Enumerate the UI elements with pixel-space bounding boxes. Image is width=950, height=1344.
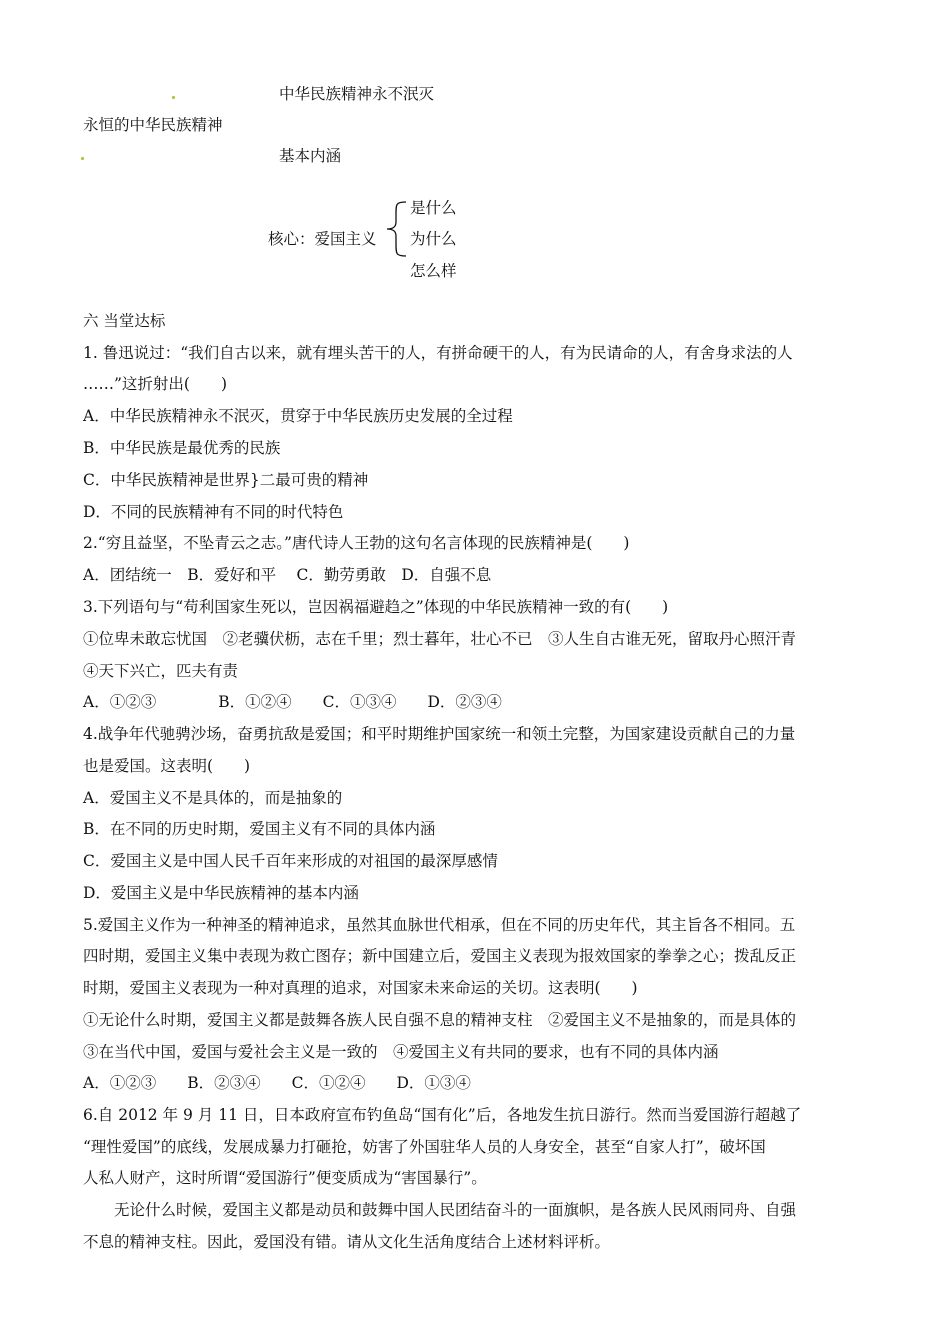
- text-line: B．在不同的历史时期，爱国主义有不同的具体内涵: [83, 820, 436, 838]
- stray-mark: [81, 157, 84, 160]
- text-line: 3.下列语句与“苟利国家生死以，岂因祸福避趋之”体现的中华民族精神一致的有( ): [83, 598, 669, 616]
- text-line: 6.自 2012 年 9 月 11 日，日本政府宣布钓鱼岛“国有化”后，各地发生抗日游行。然而当爱国游行超越了: [83, 1106, 802, 1124]
- diagram-top-right: 中华民族精神永不泯灭: [279, 85, 435, 103]
- text-line: C．爱国主义是中国人民千百年来形成的对祖国的最深厚感情: [83, 852, 498, 870]
- text-line: 4.战争年代驰骋沙场，奋勇抗敌是爱国；和平时期维护国家统一和领土完整，为国家建设贡献自己的力量: [83, 725, 796, 743]
- diagram-branch-what: 是什么: [410, 199, 457, 217]
- text-line: A．①②③ B．②③④ C．①②④ D．①③④: [83, 1074, 471, 1092]
- text-line: A．中华民族精神永不泯灭，贯穿于中华民族历史发展的全过程: [83, 407, 513, 425]
- text-line: 5.爱国主义作为一种神圣的精神追求，虽然其血脉世代相承，但在不同的历史年代，其主旨各不相同。五: [83, 916, 796, 934]
- text-line: 时期，爱国主义表现为一种对真理的追求，对国家未来命运的关切。这表明( ): [83, 979, 638, 997]
- stray-mark: [172, 96, 175, 99]
- text-line: A．①②③ B．①②④ C．①③④ D．②③④: [83, 693, 502, 711]
- diagram-middle-right: 基本内涵: [279, 147, 342, 165]
- curly-brace-icon: [384, 200, 410, 258]
- text-line: B．中华民族是最优秀的民族: [83, 439, 281, 457]
- diagram-core-label: 核心：爱国主义: [268, 230, 377, 248]
- text-line: 不息的精神支柱。因此，爱国没有错。请从文化生活角度结合上述材料评析。: [83, 1233, 611, 1251]
- text-line: ④天下兴亡，匹夫有责: [83, 662, 239, 680]
- text-line: 人私人财产，这时所谓“爱国游行”便变质成为“害国暴行”。: [83, 1169, 487, 1187]
- diagram-branch-how: 怎么样: [410, 262, 457, 280]
- text-line: ③在当代中国，爱国与爱社会主义是一致的 ④爱国主义有共同的要求，也有不同的具体内涵: [83, 1043, 719, 1061]
- section-title: 六 当堂达标: [83, 312, 166, 330]
- text-line: D．爱国主义是中华民族精神的基本内涵: [83, 884, 359, 902]
- text-line: 1. 鲁迅说过：“我们自古以来，就有埋头苦干的人，有拼命硬干的人，有为民请命的人，有舍身求法的人: [83, 344, 793, 362]
- diagram-root: 永恒的中华民族精神: [83, 116, 223, 134]
- text-line: ①位卑未敢忘忧国 ②老骥伏枥，志在千里；烈士暮年，壮心不已 ③人生自古谁无死，留取丹心照汗青: [83, 630, 797, 648]
- text-line: ①无论什么时期，爱国主义都是鼓舞各族人民自强不息的精神支柱 ②爱国主义不是抽象的，而是具体的: [83, 1011, 797, 1029]
- text-line: 也是爱国。这表明( ): [83, 757, 251, 775]
- text-line: “理性爱国”的底线，发展成暴力打砸抢，妨害了外国驻华人员的人身安全，甚至“自家人打”，破坏国: [83, 1138, 766, 1156]
- text-line: 无论什么时候，爱国主义都是动员和鼓舞中国人民团结奋斗的一面旗帜，是各族人民风雨同舟、自强: [114, 1201, 797, 1219]
- text-line: A．团结统一 B．爱好和平 C．勤劳勇敢 D．自强不息: [83, 566, 492, 584]
- text-line: D．不同的民族精神有不同的时代特色: [83, 503, 344, 521]
- text-line: 2.“穷且益坚，不坠青云之志。”唐代诗人王勃的这句名言体现的民族精神是( ): [83, 534, 630, 552]
- text-line: ……”这折射出( ): [83, 375, 228, 393]
- text-line: A．爱国主义不是具体的，而是抽象的: [83, 789, 343, 807]
- diagram-branch-why: 为什么: [410, 230, 457, 248]
- text-line: C．中华民族精神是世界}二最可贵的精神: [83, 471, 369, 489]
- text-line: 四时期，爱国主义集中表现为救亡图存；新中国建立后，爱国主义表现为报效国家的拳拳之心；拨乱反正: [83, 947, 797, 965]
